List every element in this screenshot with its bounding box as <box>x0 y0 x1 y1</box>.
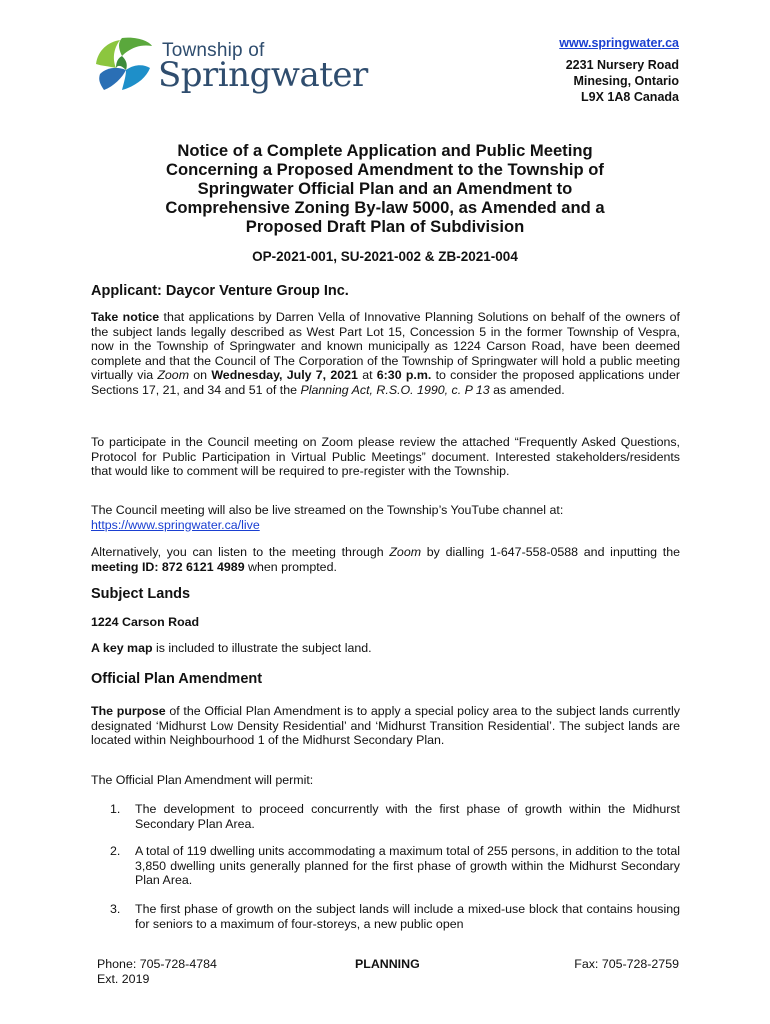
zoom-text: Zoom <box>389 545 422 559</box>
keymap-text: is included to illustrate the subject land. <box>152 641 372 655</box>
zoom-text: Zoom <box>157 368 190 383</box>
dialin-text: when prompted. <box>244 559 337 574</box>
address-street: 2231 Nursery Road <box>565 58 679 72</box>
springwater-leaf-icon <box>92 34 154 96</box>
planning-act: Planning Act, R.S.O. 1990, c. P 13 <box>300 382 490 397</box>
livestream-link[interactable]: https://www.springwater.ca/live <box>91 517 260 532</box>
title-line: Concerning a Proposed Amendment to the Township of <box>166 160 604 179</box>
list-number: 3. <box>110 902 121 916</box>
website-link[interactable]: www.springwater.ca <box>559 36 679 50</box>
footer-fax: Fax: 705-728-2759 <box>574 957 679 971</box>
notice-text: on <box>189 368 212 383</box>
list-text: A total of 119 dwelling units accommodating a maximum total of 255 persons, in addition to the total 3,850 dwelling units generally planned for the first phase of growth within the Midhurst Secondary Plan Area. <box>135 844 680 888</box>
list-text: The development to proceed concurrently with the first phase of growth within the Midhurst Secondary Plan Area. <box>135 802 680 831</box>
meeting-id: meeting ID: 872 6121 4989 <box>91 559 245 574</box>
title-line: Notice of a Complete Application and Public Meeting <box>177 141 593 160</box>
address-postal: L9X 1A8 Canada <box>581 90 679 104</box>
notice-paragraph <box>91 310 680 398</box>
meeting-time: 6:30 p.m. <box>376 368 432 383</box>
livestream-paragraph <box>91 503 680 532</box>
title-line: Proposed Draft Plan of Subdivision <box>245 217 525 236</box>
dialin-text: by dialling 1-647-558-0588 and inputting the <box>421 545 680 559</box>
file-numbers: OP-2021-001, SU-2021-002 & ZB-2021-004 <box>252 249 518 264</box>
address-city: Minesing, Ontario <box>573 74 679 88</box>
notice-text: as amended. <box>489 382 565 397</box>
logo-text-springwater: Springwater <box>158 55 368 95</box>
list-item <box>110 902 680 931</box>
notice-text: to consider the proposed applications under Sections 17, 21, and 34 and 51 of the <box>91 368 681 397</box>
logo-text-township-of: Township of <box>162 40 265 61</box>
footer-phone <box>97 957 217 987</box>
notice-text: that applications by Darren Vella of Innovative Planning Solutions on behalf of the owners of the subject lands legally described as West Part Lot 15, Concession 5 in the former Township of Vespra, now in the Township of Springwater and known municipally as 1224 Carson Road, have been deemed complete and that the Council of The Corporation of the Township of Springwater will hold a public meeting virtually via <box>91 310 680 383</box>
notice-text: at <box>357 368 377 383</box>
phone-number: Phone: 705-728-4784 <box>97 957 217 971</box>
participate-paragraph: To participate in the Council meeting on Zoom please review the attached “Frequently Asked Questions, Protocol for Public Participation in Virtual Public Meetings” document. Interested stakeholders/residents that would like to comment will be required to pre-register with the Township. <box>91 435 680 479</box>
meeting-date: Wednesday, July 7, 2021 <box>211 368 358 383</box>
list-number: 2. <box>110 844 121 858</box>
opa-heading: Official Plan Amendment <box>91 671 263 687</box>
notice-title <box>92 141 678 236</box>
purpose-bold: The purpose <box>91 704 166 718</box>
address-block <box>559 35 679 105</box>
opa-purpose-paragraph <box>91 704 680 748</box>
subject-lands-heading: Subject Lands <box>91 586 191 602</box>
keymap-bold: A key map <box>91 641 153 655</box>
livestream-text: The Council meeting will also be live streamed on the Township’s YouTube channel at: <box>91 503 564 517</box>
opa-permit-text: The Official Plan Amendment will permit: <box>91 773 314 787</box>
take-notice-lead: Take notice <box>91 310 160 324</box>
township-logo <box>92 34 368 96</box>
title-line: Springwater Official Plan and an Amendment to <box>197 179 573 198</box>
keymap-paragraph <box>91 641 680 656</box>
dialin-text: Alternatively, you can listen to the meeting through <box>91 545 390 559</box>
title-line: Comprehensive Zoning By-law 5000, as Amended and a <box>165 198 605 217</box>
list-item <box>110 802 680 831</box>
list-text: The first phase of growth on the subject lands will include a mixed-use block that contains housing for seniors to a maximum of four-storeys, a new public open <box>135 902 680 931</box>
applicant-heading: Applicant: Daycor Venture Group Inc. <box>91 283 349 299</box>
list-number: 1. <box>110 802 121 816</box>
phone-extension: Ext. 2019 <box>97 972 150 986</box>
dialin-paragraph <box>91 545 680 574</box>
footer-department: PLANNING <box>355 957 420 971</box>
subject-address: 1224 Carson Road <box>91 615 200 629</box>
purpose-text: of the Official Plan Amendment is to apply a special policy area to the subject lands currently designated ‘Midhurst Low Density Residential’ and ‘Midhurst Transition Residential’. The subject lands are located within Neighbourhood 1 of the Midhurst Secondary Plan. <box>91 704 680 748</box>
list-item <box>110 844 680 888</box>
